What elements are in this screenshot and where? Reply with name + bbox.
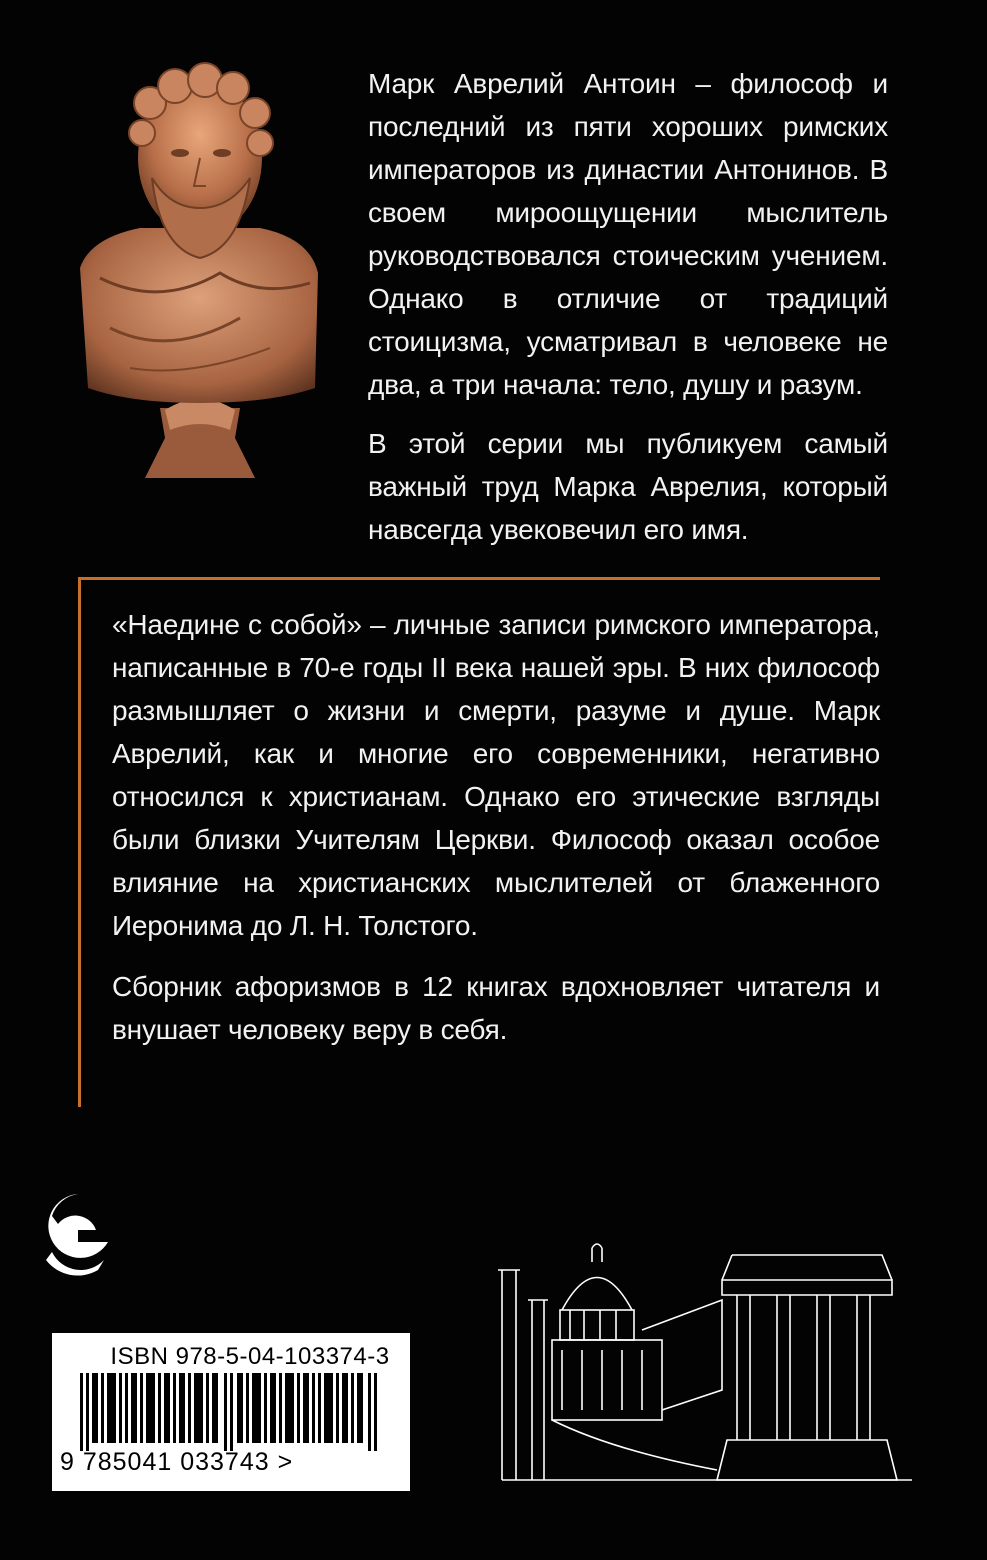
barcode [52,1333,410,1491]
intro-paragraph: В этой серии мы публикуем самый важный труд Марка Аврелия, который навсегда увековечил его имя. [368,428,888,545]
barcode-bars [80,1373,380,1451]
description-paragraph: Сборник афоризмов в 12 книгах вдохновляет читателя и внушает человеку веру в себя. [112,971,880,1045]
marcus-aurelius-bust-image [70,58,330,498]
publisher-logo-icon [42,1190,114,1290]
intro-text [368,62,888,567]
roman-forum-ruins-illustration [492,1240,917,1490]
isbn-label: ISBN 978-5-04-103374-3 [110,1343,390,1370]
description-paragraph: «Наедине с собой» – личные записи римского императора, написанные в 70-е годы II века нашей эры. В них философ размышляет о жизни и смерти, разуме и душе. Марк Аврелий, как и многие его современники, негативно относился к христианам. Однако его этические взгляды были близки Учителям Церкви. Философ оказал особое влияние на христианских мыслителей от блаженного Иеронима до Л. Н. Толстого. [112,609,880,941]
intro-paragraph: Марк Аврелий Антоин – философ и последний из пяти хороших римских императоров из династии Антонинов. В своем мироощущении мыслитель руководствовался стоическим учением. Однако в отличие от традиций стоицизма, усматривал в человеке не два, а три начала: тело, душу и разум. [368,68,888,400]
book-description [112,603,880,1069]
barcode-digits: 9 785041 033743 > [60,1448,294,1476]
